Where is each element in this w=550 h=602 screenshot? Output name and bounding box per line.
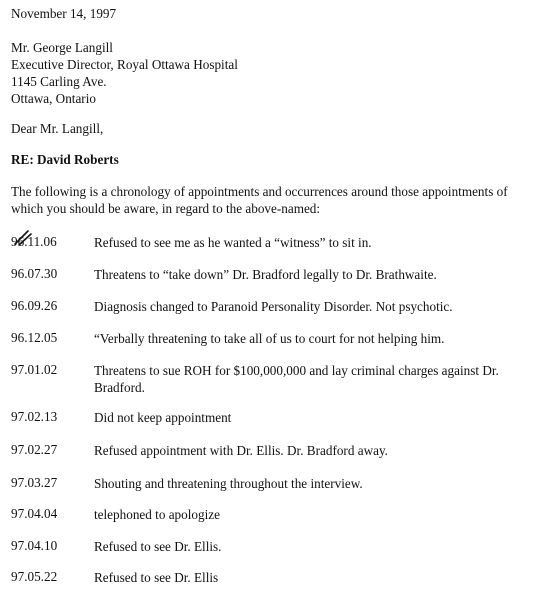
recipient-title: Executive Director, Royal Ottawa Hospital (11, 57, 238, 72)
recipient-street: 1145 Carling Ave. (11, 74, 107, 89)
entry-text: Threatens to sue ROH for $100,000,000 and lay criminal charges against Dr. Bradford. (94, 363, 499, 395)
entry-text: Did not keep appointment (94, 410, 232, 425)
salutation: Dear Mr. Langill, (11, 121, 104, 136)
recipient-city: Ottawa, Ontario (11, 91, 96, 106)
entry-text: Refused appointment with Dr. Ellis. Dr. Bradford away. (94, 443, 388, 458)
entry-date-code: 97.01.02 (11, 362, 58, 377)
entry-date-code: 96.09.26 (11, 298, 58, 313)
entry-date-code: 97.02.27 (11, 442, 58, 457)
entry-date-code: 97.03.27 (11, 475, 58, 490)
re-line: RE: David Roberts (11, 152, 119, 167)
entry-text: Refused to see Dr. Ellis (94, 570, 219, 585)
entry-date-code: 97.04.10 (11, 538, 58, 553)
entry-text: telephoned to apologize (94, 507, 220, 522)
handwritten-strike-mark (13, 229, 33, 247)
intro-line-2: which you should be aware, in regard to the above-named: (11, 201, 321, 216)
entry-date-code: 96.07.30 (11, 266, 58, 281)
entry-text: Threatens to “take down” Dr. Bradford legally to Dr. Brathwaite. (94, 267, 437, 282)
recipient-address (11, 40, 238, 108)
entry-date-code: 96.12.05 (11, 330, 58, 345)
entry-date-code: 97.04.04 (11, 506, 58, 521)
entry-text: Shouting and threatening throughout the interview. (94, 476, 363, 491)
entry-text: “Verbally threatening to take all of us to court for not helping him. (94, 331, 445, 346)
entry-text: Diagnosis changed to Paranoid Personality Disorder. Not psychotic. (94, 299, 453, 314)
letter-date: November 14, 1997 (11, 6, 117, 21)
entry-date-code: 97.05.22 (11, 569, 58, 584)
recipient-name: Mr. George Langill (11, 40, 113, 55)
entry-date-code: 96.11.06 (11, 234, 57, 249)
intro-line-1: The following is a chronology of appointments and occurrences around those appointments of (11, 184, 508, 199)
entry-date-code: 97.02.13 (11, 409, 58, 424)
entry-text: Refused to see Dr. Ellis. (94, 539, 222, 554)
intro-paragraph (11, 183, 547, 217)
entry-text: Refused to see me as he wanted a “witness” to sit in. (94, 235, 372, 250)
